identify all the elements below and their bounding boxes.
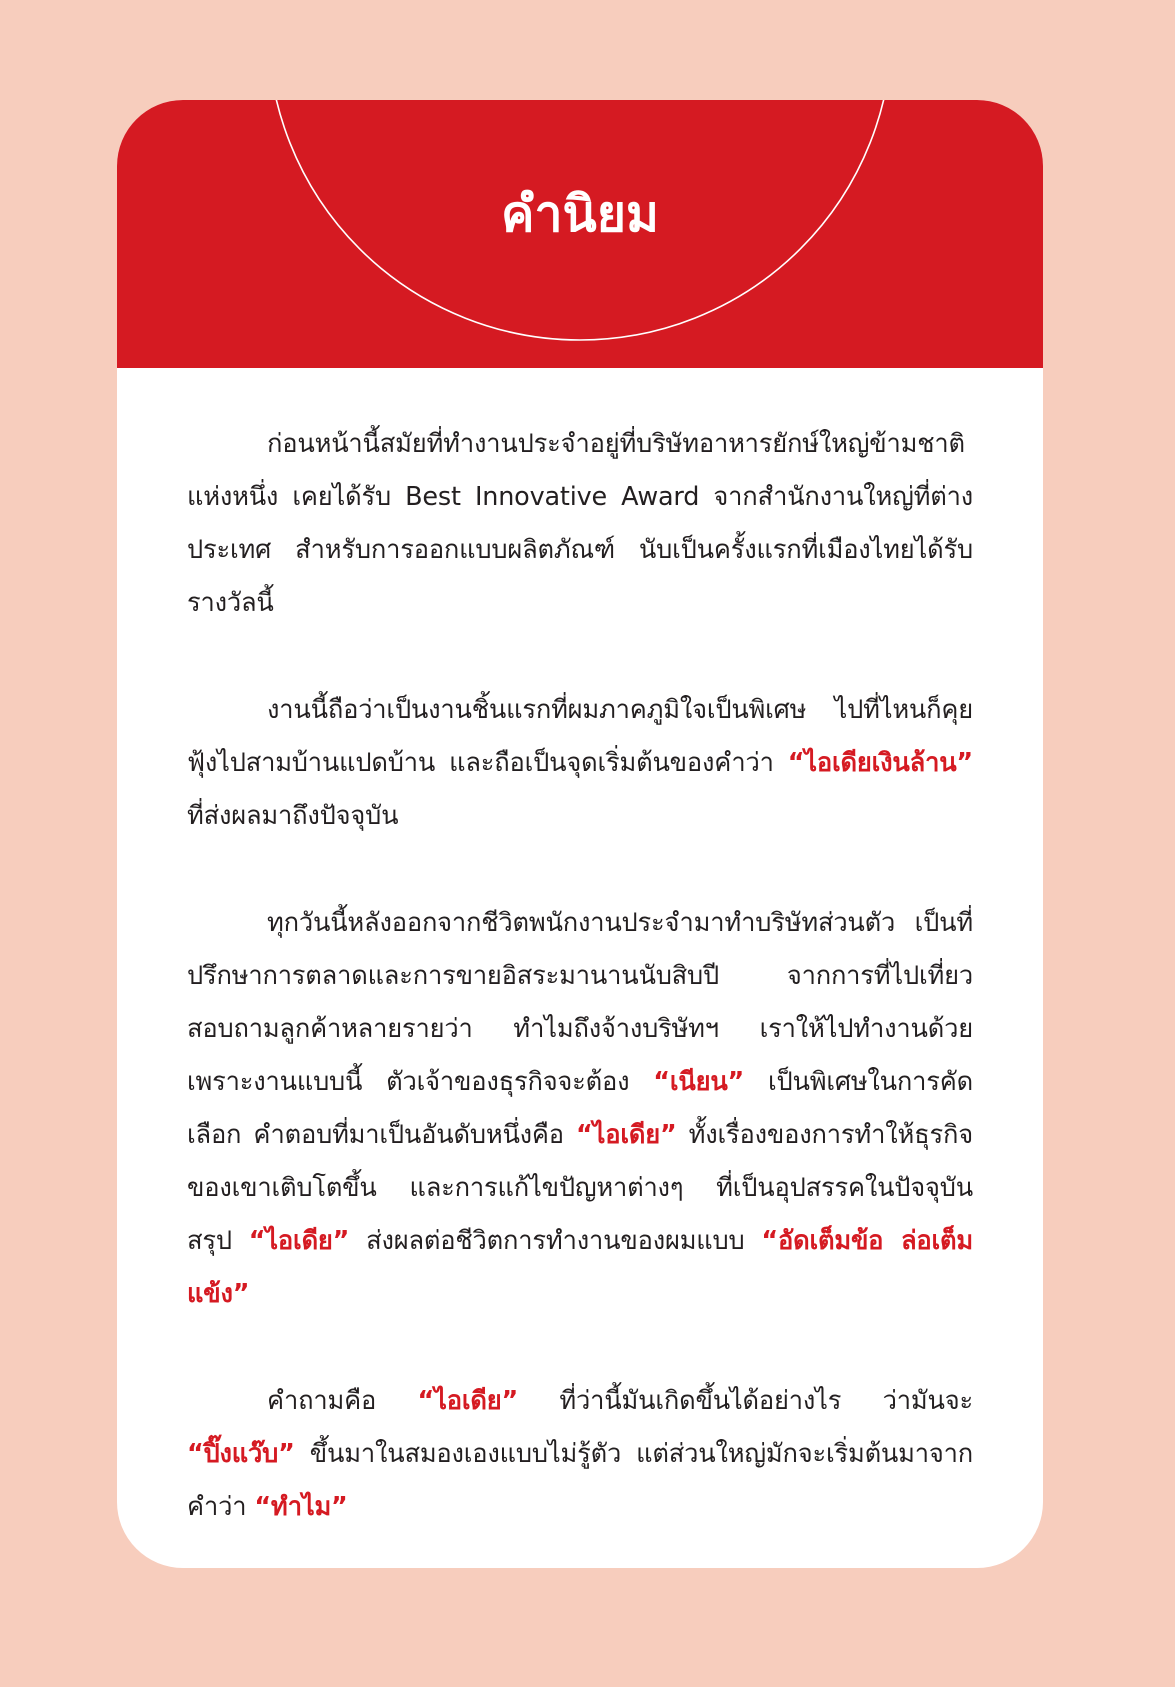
highlight-phrase: “อัดเต็มข้อ ล่อเต็มแข้ง” bbox=[187, 1226, 973, 1309]
paragraph-3 bbox=[187, 897, 973, 1321]
body-text bbox=[187, 418, 973, 1568]
paragraph-text: เป็นพิเศษในการคัดเลือก คำตอบที่มาเป็นอันดับหนึ่งคือ bbox=[187, 1067, 973, 1150]
paragraph-text: ส่งผลต่อชีวิตการทำงานของผมแบบ bbox=[349, 1226, 762, 1256]
highlight-phrase: “ทำไม” bbox=[254, 1492, 348, 1522]
paragraph-text: ที่ส่งผลมาถึงปัจจุบัน bbox=[187, 801, 399, 831]
highlight-phrase: “ไอเดียเงินล้าน” bbox=[787, 748, 973, 778]
highlight-phrase: “เนียน” bbox=[653, 1067, 745, 1097]
paragraph-text: ขึ้นมาในสมองเองแบบไม่รู้ตัว แต่ส่วนใหญ่มักจะเริ่มต้นมาจากคำว่า bbox=[187, 1439, 973, 1522]
paragraph-2 bbox=[187, 684, 973, 843]
highlight-phrase: “ไอเดีย” bbox=[417, 1386, 519, 1416]
highlight-phrase: “ไอเดีย” bbox=[248, 1226, 350, 1256]
highlight-phrase: “ปิ๊งแว๊บ” bbox=[187, 1439, 295, 1469]
page-title: คำนิยม bbox=[501, 185, 659, 243]
paragraph-text: ทุกวันนี้หลังออกจากชีวิตพนักงานประจำมาทำบริษัทส่วนตัว เป็นที่ปรึกษาการตลาดและการขายอิสระมานานนับสิบปี จากการที่ไปเที่ยวสอบถามลูกค้าหลายรายว่า ทำไมถึงจ้างบริษัทฯ เราให้ไปทำงานด้วย เพราะงานแบบนี้ ตัวเจ้าของธุรกิจจะต้อง bbox=[187, 908, 973, 1097]
content-card bbox=[117, 100, 1043, 1568]
paragraph-text: ทั้งเรื่องของการทำให้ธุรกิจของเขาเติบโตขึ้น และการแก้ไขปัญหาต่างๆ ที่เป็นอุปสรรคในปัจจุบัน สรุป bbox=[187, 1120, 973, 1256]
paragraph-text: คำถามคือ bbox=[267, 1386, 418, 1416]
paragraph-text: งานนี้ถือว่าเป็นงานชิ้นแรกที่ผมภาคภูมิใจเป็นพิเศษ ไปที่ไหนก็คุยฟุ้งไปสามบ้านแปดบ้าน และถือเป็นจุดเริ่มต้นของคำว่า bbox=[187, 695, 973, 778]
paragraph-text: ก่อนหน้านี้สมัยที่ทำงานประจำอยู่ที่บริษัทอาหารยักษ์ใหญ่ข้ามชาติแห่งหนึ่ง เคยได้รับ Best Innovative Award จากสำนักงานใหญ่ที่ต่างประเทศ สำหรับการออกแบบผลิตภัณฑ์ นับเป็นครั้งแรกที่เมืองไทยได้รับรางวัลนี้ bbox=[187, 429, 973, 618]
paragraph-text: ที่ว่านี้มันเกิดขึ้นได้อย่างไร ว่ามันจะ bbox=[518, 1386, 973, 1416]
paragraph-4 bbox=[187, 1375, 973, 1534]
highlight-phrase: “ไอเดีย” bbox=[576, 1120, 677, 1150]
paragraph-1 bbox=[187, 418, 973, 630]
header-banner bbox=[117, 100, 1043, 368]
